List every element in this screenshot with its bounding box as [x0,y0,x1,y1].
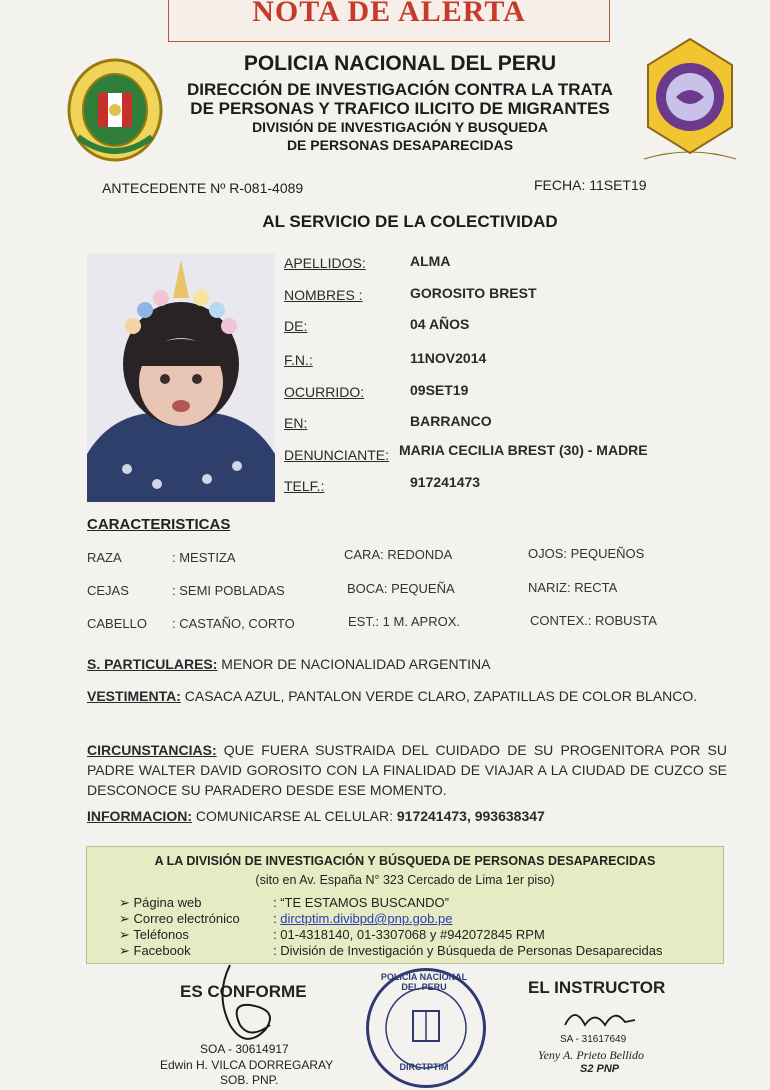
char-cabello-value: : CASTAÑO, CORTO [172,616,295,631]
signature-left-scribble-icon [210,955,300,1055]
particulares-label: S. PARTICULARES: [87,656,218,672]
vestimenta [87,686,727,706]
field-value-apellidos: ALMA [410,253,451,269]
particulares-text: MENOR DE NACIONALIDAD ARGENTINA [217,656,491,672]
bullet-arrow-icon: ➢ [119,895,134,910]
field-label-denunciante: DENUNCIANTE: [284,447,390,463]
contact-label-phones: Teléfonos [133,927,189,942]
contact-box: A LA DIVISIÓN DE INVESTIGACIÓN Y BÚSQUEDA DE PERSONAS DESAPARECIDAS (sito en Av. España N° 323 Cercado de Lima 1er piso) ➢ Página web ➢ Correo electrónico ➢ Teléfonos ➢ Facebook : “TE ESTAMOS BUSCANDO” : dirctptim.divibpd@pnp.gob.pe : 01-4318140, 01-3307068 y #942072845 RPM : División de Investigación y Búsqueda de Personas Desaparecidas [86,846,724,964]
signature-right-title: EL INSTRUCTOR [528,978,666,997]
contact-value-web: : “TE ESTAMOS BUSCANDO” [273,895,449,910]
bullet-arrow-icon: ➢ [119,911,134,926]
signature-left-id: SOA - 30614917 [200,1042,289,1056]
header-line5: DE PERSONAS DESAPARECIDAS [286,137,514,153]
signature-right-rank: S2 PNP [580,1063,620,1075]
field-value-nombres: GOROSITO BREST [410,285,537,301]
char-contextura: CONTEX.: ROBUSTA [530,613,657,628]
char-raza-value: : MESTIZA [172,550,236,565]
signature-right-id: SA - 31617649 [560,1034,627,1045]
circunstancias-text: QUE FUERA SUSTRAIDA DEL CUIDADO DE SU PROGENITORA POR SU PADRE WALTER DAVID GOROSITO CON LA FINALIDAD DE VIAJAR A LA CIUDAD DE CUZCO SE DESCONOCE SU PARADERO DESDE ESE MOMENTO. [87,742,727,798]
signature-left-rank: SOB. PNP. [220,1073,279,1087]
contact-value-phones: 01-4318140, 01-3307068 y #942072845 RPM [280,927,545,942]
informacion-text: COMUNICARSE AL CELULAR: [192,808,397,824]
field-label-telf: TELF.: [284,478,325,494]
char-ojos: OJOS: PEQUEÑOS [528,546,645,561]
antecedente: ANTECEDENTE Nº R-081-4089 [102,180,304,196]
field-label-nombres: NOMBRES : [284,287,363,303]
particulares [87,654,727,674]
char-cabello-label: CABELLO [87,616,147,631]
informacion-label: INFORMACION: [87,808,192,824]
char-boca: BOCA: PEQUEÑA [347,581,455,596]
dirctptim-seal-icon [640,35,740,165]
signature-right-scribble-icon [560,1000,640,1036]
missing-person-photo [87,254,275,502]
char-estatura: EST.: 1 M. APROX. [348,614,460,629]
field-label-apellidos: APELLIDOS: [284,255,366,271]
caracteristicas-title: CARACTERISTICAS [87,516,231,533]
alert-banner [168,0,610,42]
contact-email-link[interactable]: dirctptim.divibpd@pnp.gob.pe [280,911,453,926]
char-cejas-label: CEJAS [87,583,129,598]
header-line1: POLICIA NACIONAL DEL PERU [243,52,557,75]
char-cejas-value: : SEMI POBLADAS [172,583,285,598]
circunstancias [87,740,727,800]
contact-box-address: (sito en Av. España N° 323 Cercado de Lima 1er piso) [255,873,555,887]
contact-label-web: Página web [133,895,202,910]
stamp-top-text: POLICIA NACIONAL DEL PERU [380,972,468,992]
alert-title: NOTA DE ALERTA [252,0,526,28]
service-line: AL SERVICIO DE LA COLECTIVIDAD [262,212,558,231]
char-raza-label: RAZA [87,550,122,565]
field-value-telf: 917241473 [410,474,481,490]
contact-label-email: Correo electrónico [133,911,240,926]
contact-label-facebook: Facebook [133,943,191,958]
stamp-bottom-text: DIRCTPTIM [399,1062,449,1072]
signature-left-title: ES CONFORME [180,982,307,1001]
field-label-ocurrido: OCURRIDO: [284,384,365,400]
vestimenta-text: CASACA AZUL, PANTALON VERDE CLARO, ZAPATILLAS DE COLOR BLANCO. [180,688,698,704]
field-value-fn: 11NOV2014 [410,350,487,366]
fecha: FECHA: 11SET19 [534,177,647,193]
char-nariz: NARIZ: RECTA [528,580,618,595]
circunstancias-label: CIRCUNSTANCIAS: [87,742,217,758]
header-line2: DIRECCIÓN DE INVESTIGACIÓN CONTRA LA TRATA [187,80,613,99]
field-value-denunciante: MARIA CECILIA BREST (30) - MADRE [399,442,648,458]
header-line3: DE PERSONAS Y TRAFICO ILICITO DE MIGRANTES [190,99,610,118]
signature-left-name: Edwin H. VILCA DORREGARAY [160,1058,334,1072]
contact-box-title: A LA DIVISIÓN DE INVESTIGACIÓN Y BÚSQUEDA DE PERSONAS DESAPARECIDAS [154,854,656,868]
bullet-arrow-icon: ➢ [119,943,134,958]
informacion [87,806,727,826]
bullet-arrow-icon: ➢ [119,927,134,942]
vestimenta-label: VESTIMENTA: [87,688,181,704]
field-label-fn: F.N.: [284,352,313,368]
police-seal-icon [60,55,170,165]
field-label-de: DE: [284,318,308,334]
contact-value-facebook: División de Investigación y Búsqueda de Personas Desaparecidas [280,943,663,958]
field-value-en: BARRANCO [410,413,492,429]
informacion-phones: 917241473, 993638347 [396,808,545,824]
field-value-ocurrido: 09SET19 [410,382,469,398]
char-cara: CARA: REDONDA [344,547,453,562]
field-label-en: EN: [284,415,308,431]
header-line4: DIVISIÓN DE INVESTIGACIÓN Y BUSQUEDA [252,119,548,135]
field-value-de: 04 AÑOS [410,316,470,332]
signature-right-name: Yeny A. Prieto Bellido [538,1048,644,1062]
